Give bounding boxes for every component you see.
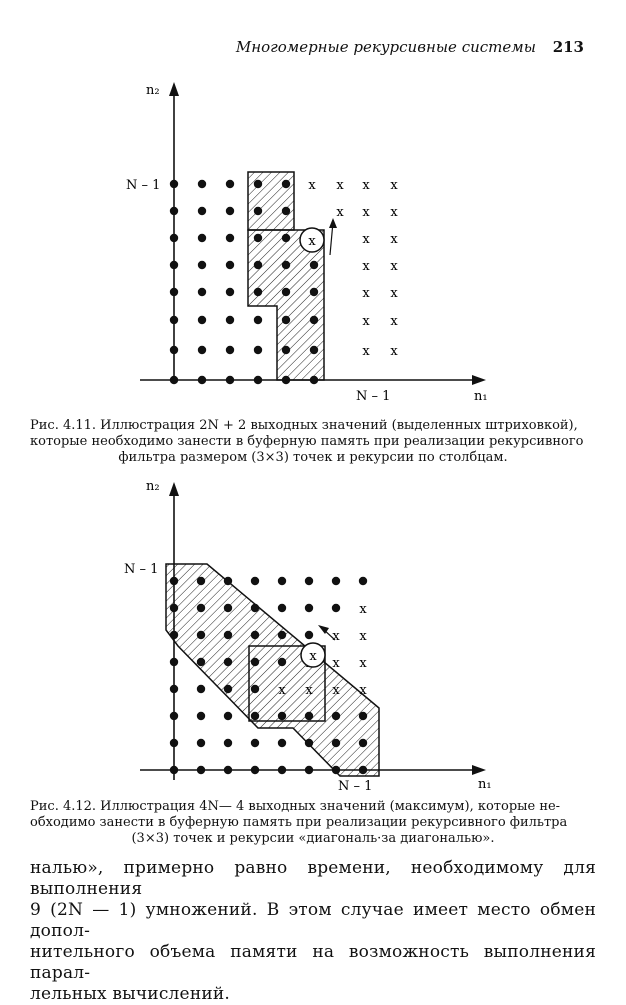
- x-axis-label: n₁: [474, 389, 488, 404]
- sample-dot: [226, 316, 234, 324]
- caption-line: фильтра размером (3×3) точек и рекурсии по столбцам.: [118, 450, 508, 465]
- body-line: нительного объема памяти на возможность выполнения парал-: [30, 942, 596, 983]
- x-axis-label: n₁: [478, 777, 492, 792]
- sample-dot: [224, 658, 232, 666]
- future-sample-marker: x: [359, 629, 367, 644]
- future-sample-marker: x: [332, 629, 340, 644]
- sample-dot: [332, 712, 340, 720]
- y-tick-label: N – 1: [124, 562, 159, 577]
- body-line: 9 (2N — 1) умножений. В этом случае имеет место обмен допол-: [30, 900, 596, 941]
- future-sample-marker: x: [359, 683, 367, 698]
- figure-4-11: [0, 70, 626, 410]
- sample-dot: [224, 604, 232, 612]
- future-sample-marker: x: [336, 178, 344, 193]
- sample-dot: [282, 207, 290, 215]
- sample-dot: [251, 604, 259, 612]
- sample-dot: [198, 180, 206, 188]
- sample-dot: [332, 739, 340, 747]
- sample-dot: [226, 234, 234, 242]
- caption-line: (3×3) точек и рекурсии «диагональ·за диагональю».: [131, 831, 495, 846]
- future-sample-marker: x: [390, 259, 398, 274]
- page-header: [236, 38, 584, 56]
- future-sample-marker: x: [362, 286, 370, 301]
- sample-dot: [332, 577, 340, 585]
- future-sample-marker: x: [332, 683, 340, 698]
- sample-dot: [251, 739, 259, 747]
- sample-dot: [254, 316, 262, 324]
- sample-dot: [278, 712, 286, 720]
- sample-dot: [197, 685, 205, 693]
- sample-dot: [197, 604, 205, 612]
- body-paragraph: [30, 858, 596, 1005]
- sample-dot: [198, 207, 206, 215]
- future-sample-marker: x: [359, 602, 367, 617]
- sample-dot: [282, 316, 290, 324]
- future-sample-marker: x: [362, 205, 370, 220]
- figure-4-11-caption: [30, 418, 596, 466]
- sample-dot: [254, 180, 262, 188]
- sample-dot: [254, 288, 262, 296]
- figure-4-11-diagram: [0, 70, 626, 410]
- future-sample-marker: x: [390, 314, 398, 329]
- future-sample-marker: x: [332, 656, 340, 671]
- sample-dot: [278, 577, 286, 585]
- x-axis-arrowhead: [472, 765, 486, 775]
- sample-dot: [254, 207, 262, 215]
- y-axis-label: n₂: [146, 83, 160, 98]
- body-line: налью», примерно равно времени, необходимому для выполнения: [30, 858, 596, 899]
- future-sample-marker: x: [362, 344, 370, 359]
- future-sample-marker: x: [390, 344, 398, 359]
- sample-dot: [310, 346, 318, 354]
- sample-dot: [224, 631, 232, 639]
- y-axis-arrowhead: [169, 82, 179, 96]
- sample-dot: [282, 346, 290, 354]
- future-sample-marker: x: [390, 232, 398, 247]
- body-line: лельных вычислений.: [30, 984, 231, 1004]
- future-sample-marker: x: [308, 178, 316, 193]
- sample-dot: [198, 288, 206, 296]
- sample-dot: [282, 288, 290, 296]
- y-axis-label: n₂: [146, 479, 160, 494]
- x-tick-label: N – 1: [338, 779, 373, 794]
- sample-dot: [197, 712, 205, 720]
- future-sample-marker: x: [390, 178, 398, 193]
- sample-dot: [198, 261, 206, 269]
- sample-dot: [278, 739, 286, 747]
- sample-dot: [305, 604, 313, 612]
- sample-dot: [226, 207, 234, 215]
- sample-dot: [254, 261, 262, 269]
- sample-dot: [359, 739, 367, 747]
- y-axis-arrowhead: [169, 482, 179, 496]
- sample-dot: [224, 577, 232, 585]
- current-sample-marker: x: [308, 234, 316, 249]
- figure-4-12-diagram: [0, 470, 626, 795]
- sample-dot: [278, 631, 286, 639]
- caption-line: Рис. 4.11. Иллюстрация 2N + 2 выходных значений (выделенных штриховкой),: [30, 418, 578, 433]
- sample-dot: [197, 658, 205, 666]
- sample-dot: [305, 631, 313, 639]
- current-sample-marker: x: [309, 649, 317, 664]
- sample-dot: [251, 685, 259, 693]
- sample-dot: [310, 261, 318, 269]
- future-sample-marker: x: [305, 683, 313, 698]
- sample-dot: [278, 604, 286, 612]
- page-number: 213: [552, 38, 584, 56]
- x-tick-label: N – 1: [356, 389, 391, 404]
- sample-dot: [254, 346, 262, 354]
- sample-dot: [198, 316, 206, 324]
- sample-dot: [251, 631, 259, 639]
- sample-dot: [251, 658, 259, 666]
- sample-dot: [198, 346, 206, 354]
- sample-dot: [197, 577, 205, 585]
- sample-dot: [224, 739, 232, 747]
- figure-4-12-caption: [30, 799, 596, 847]
- sample-dot: [282, 261, 290, 269]
- future-sample-marker: x: [362, 178, 370, 193]
- future-sample-marker: x: [336, 205, 344, 220]
- caption-line: обходимо занести в буферную память при реализации рекурсивного фильтра: [30, 815, 568, 830]
- sample-dot: [359, 712, 367, 720]
- sample-dot: [332, 604, 340, 612]
- sample-dot: [305, 712, 313, 720]
- sample-dot: [310, 288, 318, 296]
- future-sample-marker: x: [362, 314, 370, 329]
- sample-dot: [226, 346, 234, 354]
- caption-line: Рис. 4.12. Иллюстрация 4N— 4 выходных значений (максимум), которые не-: [30, 799, 561, 814]
- sample-dot: [226, 261, 234, 269]
- sample-dot: [282, 234, 290, 242]
- future-sample-marker: x: [362, 232, 370, 247]
- sample-dot: [224, 712, 232, 720]
- future-sample-marker: x: [359, 656, 367, 671]
- caption-line: которые необходимо занести в буферную память при реализации рекурсивного: [30, 434, 584, 449]
- sample-dot: [278, 658, 286, 666]
- sample-dot: [305, 739, 313, 747]
- sample-dot: [226, 180, 234, 188]
- y-tick-label: N – 1: [126, 178, 161, 193]
- future-sample-marker: x: [390, 205, 398, 220]
- x-axis-arrowhead: [472, 375, 486, 385]
- sample-dot: [305, 577, 313, 585]
- sample-dot: [198, 234, 206, 242]
- sample-dot: [251, 712, 259, 720]
- sample-dot: [224, 685, 232, 693]
- sample-dot: [282, 180, 290, 188]
- sample-dot: [310, 316, 318, 324]
- future-sample-marker: x: [278, 683, 286, 698]
- sample-dot: [197, 631, 205, 639]
- sample-dot: [254, 234, 262, 242]
- sample-dot: [251, 577, 259, 585]
- future-sample-marker: x: [390, 286, 398, 301]
- sample-dot: [226, 288, 234, 296]
- future-sample-marker: x: [362, 259, 370, 274]
- figure-4-12: [0, 470, 626, 795]
- running-title: Многомерные рекурсивные системы: [235, 38, 536, 56]
- sample-dot: [197, 739, 205, 747]
- sample-dot: [359, 577, 367, 585]
